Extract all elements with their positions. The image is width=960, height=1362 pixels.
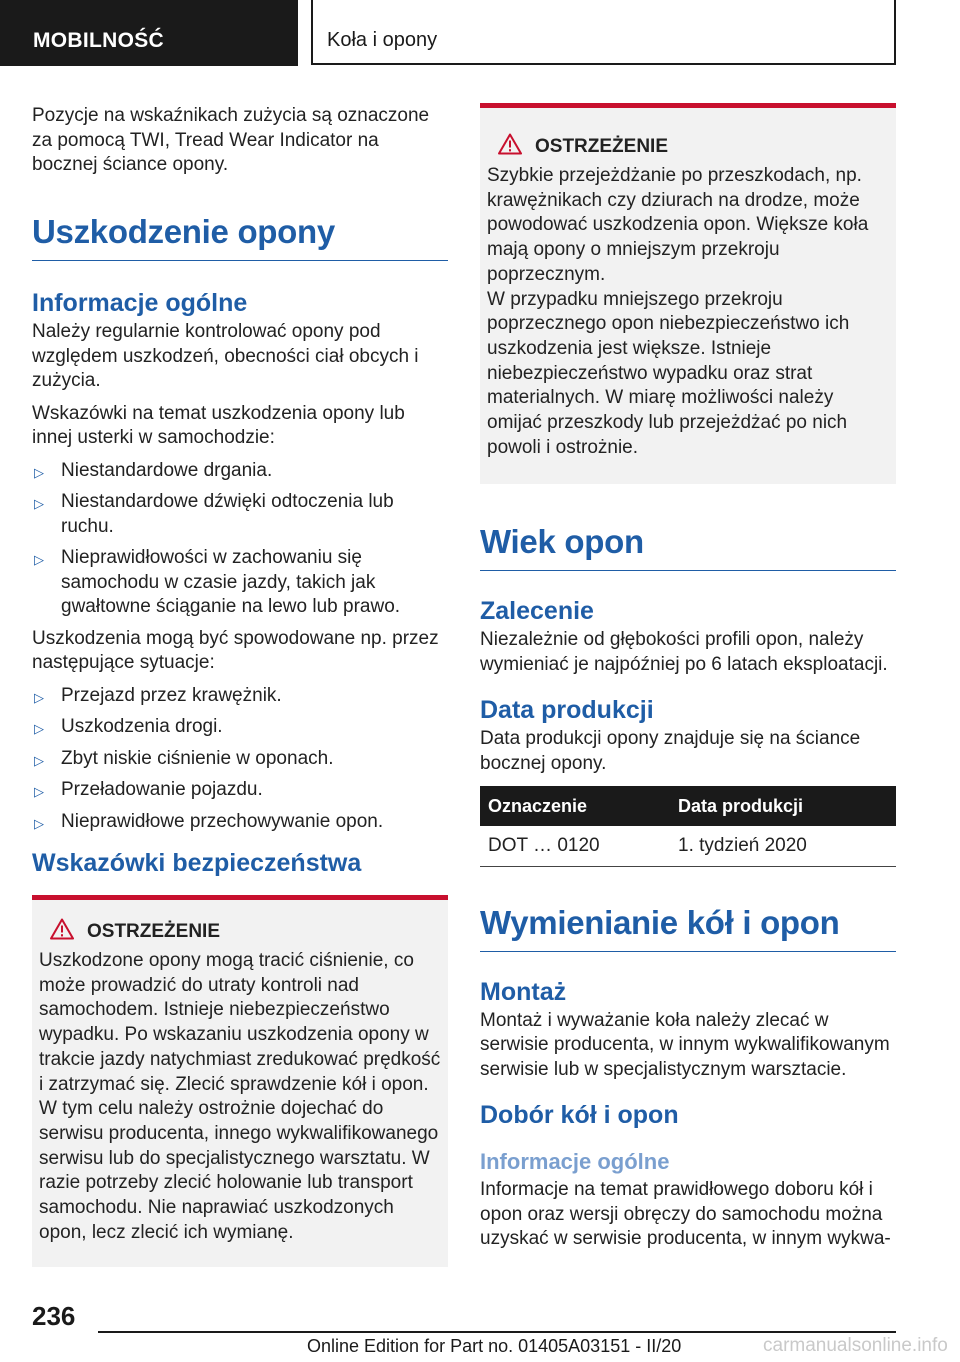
causes-paragraph: Uszkodzenia mogą być spowodowane np. przez następujące sytuacje:	[32, 627, 439, 673]
warning-text: Uszkodzone opony mogą tracić ciśnienie, co może prowadzić do utraty kontroli nad samochodem. Istnieje niebezpieczeństwo wypadku. Po wskazaniu uszkodzenia opony w trakcie jazdy natychmiast zredukować prędkość i zatrzymać się. Zlecić sprawdzenie kół i opon. W tym celu należy ostrożnie dojechać do serwisu producenta, innego wykwalifikowanego serwisu lub do specjalistycznego warsztatu. W razie potrzeby zlecić holowanie lub transport samochodu. Nie naprawiać uszkodzonych opon, lecz zlecić ich wymianę.	[39, 950, 441, 1243]
warning-triangle-icon	[498, 133, 522, 161]
page-header	[0, 0, 960, 66]
list-item: ▷ Uszkodzenia drogi.	[32, 715, 448, 740]
production-date-paragraph: Data produkcji opony znajduje się na ściance bocznej opony.	[480, 728, 861, 774]
column-header: Oznaczenie	[480, 786, 670, 826]
triangle-bullet-icon: ▷	[34, 752, 44, 768]
production-date-table	[480, 786, 896, 867]
table-row	[480, 826, 896, 866]
heading-production-date: Data produkcji	[480, 696, 654, 725]
warning-title: OSTRZEŻENIE	[87, 921, 221, 942]
warning-triangle-icon	[50, 918, 74, 946]
right-column	[480, 103, 896, 1252]
column-header: Data produkcji	[670, 786, 896, 826]
section-label: MOBILNOŚĆ	[0, 0, 298, 66]
table-header-row	[480, 786, 896, 826]
heading-mounting: Montaż	[480, 977, 567, 1006]
causes-list	[32, 684, 448, 835]
selection-paragraph: Informacje na temat prawidłowego doboru kół i opon oraz wersji obręczy do samochodu można uzyskać w serwisie producenta, w innym wykwa-	[480, 1179, 891, 1250]
chapter-label: Koła i opony	[311, 0, 896, 65]
triangle-bullet-icon: ▷	[34, 464, 44, 480]
warning-box	[32, 895, 448, 1267]
triangle-bullet-icon: ▷	[34, 815, 44, 831]
recommendation-paragraph: Niezależnie od głębokości profili opon, należy wymieniać je najpóźniej po 6 latach eksploatacji.	[480, 629, 888, 675]
edition-text: Online Edition for Part no. 01405A03151 - II/20	[307, 1336, 682, 1356]
list-item: ▷ Niestandardowe drgania.	[32, 459, 448, 484]
triangle-bullet-icon: ▷	[34, 784, 44, 799]
left-column	[32, 104, 448, 1267]
subheading-general-info: Informacje ogólne	[480, 1149, 670, 1175]
triangle-bullet-icon: ▷	[34, 496, 44, 511]
triangle-bullet-icon: ▷	[34, 552, 44, 567]
heading-replacing-wheels: Wymienianie kół i opon	[480, 903, 896, 952]
triangle-bullet-icon: ▷	[34, 689, 44, 705]
heading-safety-notes: Wskazówki bezpieczeństwa	[32, 849, 362, 877]
check-paragraph: Należy regularnie kontrolować opony pod względem uszkodzeń, obecności ciał obcych i zużycia.	[32, 321, 419, 391]
table-cell: DOT … 0120	[480, 826, 670, 866]
warning-text: Szybkie przejeżdżanie po przeszkodach, np. krawężnikach czy dziurach na drodze, może powodować uszkodzenia opon. Większe koła mają opony o mniejszym przekroju poprzecznym.	[487, 165, 869, 285]
page-number: 236	[32, 1301, 76, 1331]
list-item: ▷ Zbyt niskie ciśnienie w oponach.	[32, 747, 448, 772]
hints-list	[32, 459, 448, 620]
list-item: ▷ Przeładowanie pojazdu.	[32, 778, 448, 803]
list-item: ▷ Nieprawidłowości w zachowaniu się samochodu w czasie jazdy, takich jak gwałtowne ściąganie na lewo lub prawo.	[34, 547, 401, 617]
list-item: ▷ Nieprawidłowe przechowywanie opon.	[32, 810, 448, 835]
intro-paragraph: Pozycje na wskaźnikach zużycia są oznaczone za pomocą TWI, Tread Wear Indicator na bocznej ściance opony.	[32, 105, 430, 175]
warning-box	[480, 103, 896, 484]
hints-paragraph: Wskazówki na temat uszkodzenia opony lub innej usterki w samochodzie:	[32, 402, 405, 448]
heading-recommendation: Zalecenie	[480, 597, 594, 626]
heading-wheel-selection: Dobór kół i opon	[480, 1101, 679, 1130]
warning-title: OSTRZEŻENIE	[535, 136, 669, 157]
warning-text: W przypadku mniejszego przekroju poprzecznego opon niebezpieczeństwo ich uszkodzenia jest większe. Istnieje niebezpieczeństwo wypadku oraz strat materialnych. W miarę możliwości należy omijać przeszkody lub przejeżdżać po nich powoli i ostrożnie.	[487, 288, 850, 458]
footer-divider	[98, 1331, 896, 1333]
mounting-paragraph: Montaż i wyważanie koła należy zlecać w serwisie producenta, w innym wykwalifikowanym serwisie lub w specjalistycznym warsztacie.	[480, 1009, 890, 1080]
list-item: ▷ Przejazd przez krawężnik.	[32, 684, 448, 709]
triangle-bullet-icon: ▷	[34, 721, 44, 736]
heading-tire-damage: Uszkodzenie opony	[32, 212, 448, 261]
list-item: ▷ Niestandardowe dźwięki odtoczenia lub ruchu.	[34, 491, 394, 537]
heading-tire-age: Wiek opon	[480, 522, 896, 571]
watermark: carmanualsonline.info	[763, 1335, 948, 1356]
heading-general-info: Informacje ogólne	[32, 289, 248, 317]
table-cell: 1. tydzień 2020	[670, 826, 896, 866]
